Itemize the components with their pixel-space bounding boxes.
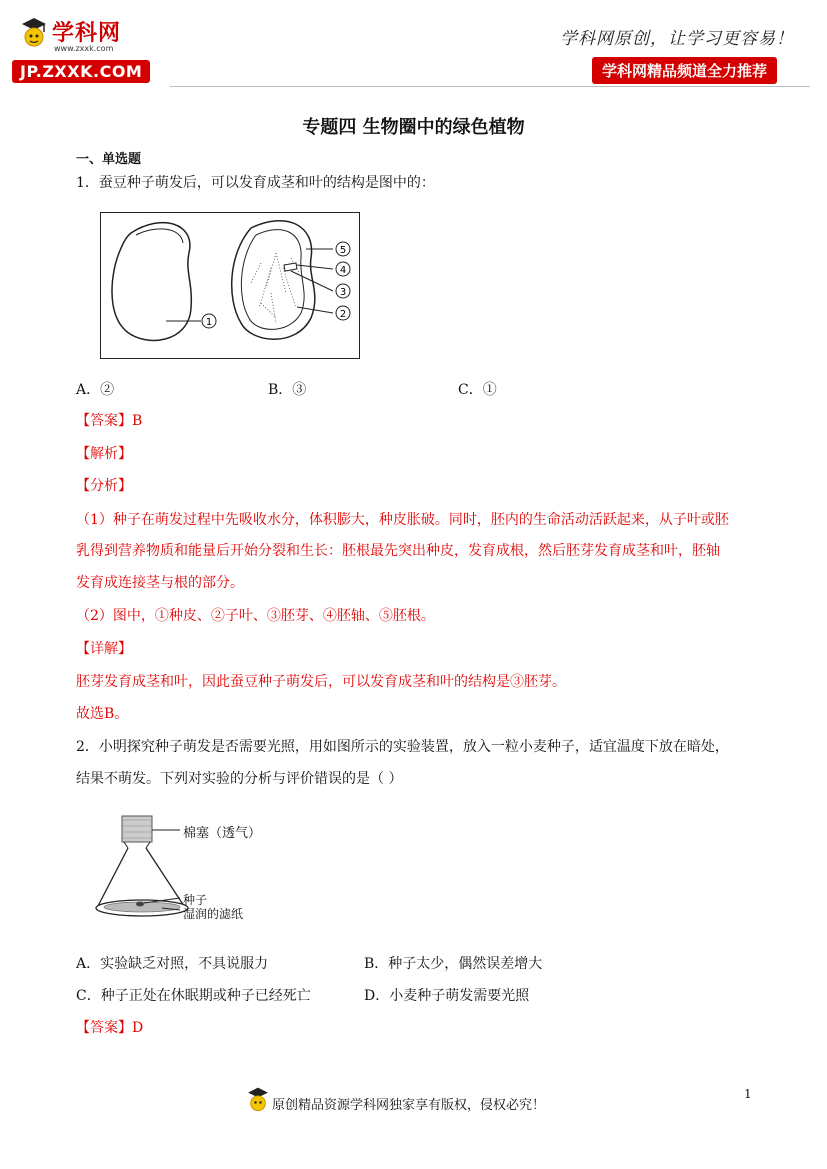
label-wet-filter-paper: 湿润的滤纸 <box>183 907 244 921</box>
q2-option-d[interactable]: D．小麦种子萌发需要光照 <box>364 988 530 1004</box>
footer-text: 原创精品资源学科网独家享有版权，侵权必究！ <box>272 1098 546 1113</box>
header <box>0 0 827 95</box>
logo-text: 学科网 <box>52 21 122 46</box>
logo-mascot-icon <box>20 16 48 50</box>
q2-option-a[interactable]: A．实验缺乏对照，不具说服力 <box>76 956 269 972</box>
footer-mascot-icon <box>246 1086 270 1114</box>
q1-answer: 【答案】B <box>76 413 143 429</box>
url-badge[interactable]: JP.ZXXK.COM <box>12 60 150 83</box>
q1-fenxi-label: 【分析】 <box>76 478 132 494</box>
label-4: 4 <box>339 265 347 276</box>
section-heading: 一、单选题 <box>76 152 142 167</box>
slogan: 学科网原创，让学习更容易！ <box>560 29 794 49</box>
logo-subtext: www.zxxk.com <box>54 44 114 53</box>
promo-banner: 学科网精品频道全力推荐 <box>592 57 777 84</box>
q1-option-b[interactable]: B．③ <box>268 382 307 398</box>
q1-analysis-line: （2）图中，①种皮、②子叶、③胚芽、④胚轴、⑤胚根。 <box>76 608 435 624</box>
q1-option-c[interactable]: C．① <box>458 382 497 398</box>
q2-option-b[interactable]: B．种子太少，偶然误差增大 <box>364 956 543 972</box>
q1-xiangjie-label: 【详解】 <box>76 641 132 657</box>
q1-conclusion: 故选B。 <box>76 706 129 722</box>
label-3: 3 <box>339 287 347 298</box>
q2-stem-line1: 2．小明探究种子萌发是否需要光照，用如图所示的实验装置，放入一粒小麦种子，适宜温度下放在暗处， <box>76 739 729 755</box>
seed-icon <box>136 902 144 907</box>
q1-analysis-line: 发育成连接茎与根的部分。 <box>76 575 244 591</box>
q2-stem-line2: 结果不萌发。下列对实验的分析与评价错误的是（ ） <box>76 771 403 787</box>
q1-analysis-line: （1）种子在萌发过程中先吸收水分，体积膨大，种皮胀破。同时，胚内的生命活动活跃起来，从子叶或胚 <box>76 512 729 528</box>
label-seed: 种子 <box>183 893 208 907</box>
label-cotton-plug: 棉塞（透气） <box>183 826 262 841</box>
page-number: 1 <box>744 1087 752 1101</box>
label-5: 5 <box>339 245 347 256</box>
seed-figure <box>100 212 360 359</box>
seed-coat-outline <box>112 223 191 341</box>
seed-diagram <box>101 213 359 358</box>
q2-option-c[interactable]: C．种子正处在休眠期或种子已经死亡 <box>76 988 311 1004</box>
q1-option-a[interactable]: A．② <box>76 382 115 398</box>
header-divider <box>170 86 810 87</box>
q1-stem: 1．蚕豆种子萌发后，可以发育成茎和叶的结构是图中的： <box>76 175 435 191</box>
label-2: 2 <box>339 309 347 320</box>
q2-answer: 【答案】D <box>76 1020 144 1036</box>
page-title: 专题四 生物圈中的绿色植物 <box>302 117 525 138</box>
label-1: 1 <box>205 317 213 328</box>
q1-detail: 胚芽发育成茎和叶，因此蚕豆种子萌发后，可以发育成茎和叶的结构是③胚芽。 <box>76 674 566 690</box>
q1-analysis-line: 乳得到营养物质和能量后开始分裂和生长：胚根最先突出种皮，发育成根，然后胚芽发育成茎和叶，胚轴 <box>76 543 720 559</box>
q1-jiexi-label: 【解析】 <box>76 446 132 462</box>
